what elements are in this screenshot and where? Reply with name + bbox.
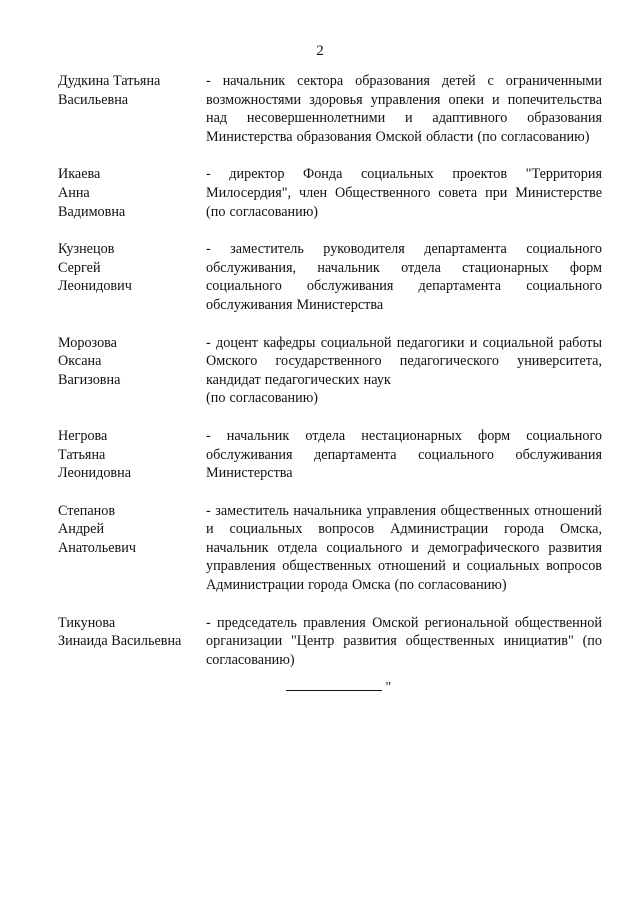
member-name-line: Морозова — [58, 334, 117, 351]
member-name-line: Татьяна — [58, 446, 106, 463]
member-entry — [58, 614, 604, 670]
member-list — [58, 72, 604, 688]
member-name-line: Леонидович — [58, 278, 132, 295]
member-name-line: Дудкина Татьяна — [58, 73, 161, 89]
member-name-line: Зинаида Васильевна — [58, 633, 182, 650]
closing-quote-mark: " — [385, 680, 392, 695]
member-role: - доцент кафедры социальной педагогики и социальной работы Омского государственного педагогического университета, кандидат педагогических наук — [206, 334, 602, 388]
member-name — [58, 614, 206, 670]
member-name — [58, 72, 206, 146]
member-role: - заместитель начальника управления общественных отношений и социальных вопросов Администрации города Омска, начальник отдела социального и демографического развития управления общественных отношений и социальных вопросов Администрации города Омска (по согласованию) — [206, 502, 602, 594]
member-entry — [58, 334, 604, 408]
member-name-line: Васильевна — [58, 91, 129, 108]
member-name-line: Икаева — [58, 166, 101, 183]
member-name — [58, 334, 206, 408]
member-name-line: Степанов — [58, 502, 116, 519]
member-name — [58, 427, 206, 483]
member-entry — [58, 165, 604, 221]
member-name — [58, 240, 206, 314]
member-name-line: Андрей — [58, 521, 105, 538]
member-name-line: Сергей — [58, 259, 101, 276]
closing-line — [286, 676, 391, 697]
member-name-line: Анатольевич — [58, 539, 136, 556]
member-entry — [58, 240, 604, 314]
member-role: - председатель правления Омской региональной общественной организации "Центр развития общественных инициатив" (по согласованию) — [206, 614, 602, 668]
member-name-line: Кузнецов — [58, 241, 115, 258]
member-name-line: Негрова — [58, 427, 108, 444]
member-entry — [58, 502, 604, 595]
member-role: - директор Фонда социальных проектов "Территория Милосердия", член Общественного совета при Министерстве (по согласованию) — [206, 166, 602, 220]
member-name — [58, 502, 206, 595]
member-role: - начальник сектора образования детей с ограниченными возможностями здоровья управления опеки и попечительства над несовершеннолетними и адаптивного образования Министерства образования Омской области (по согласованию) — [206, 73, 602, 145]
member-entry — [58, 427, 604, 483]
member-name-line: Вагизовна — [58, 371, 121, 388]
member-role: - заместитель руководителя департамента социального обслуживания, начальник отдела стационарных форм социального обслуживания департамента социального обслуживания Министерства — [206, 241, 602, 313]
member-name-line: Леонидовна — [58, 465, 132, 482]
page-number: 2 — [316, 43, 324, 59]
closing-rule — [286, 676, 382, 691]
member-name-line: Вадимовна — [58, 203, 126, 220]
member-name-line: Тикунова — [58, 614, 116, 631]
member-entry — [58, 72, 604, 146]
member-role: - начальник отдела нестационарных форм социального обслуживания департамента социального обслуживания Министерства — [206, 427, 602, 482]
member-name-line: Анна — [58, 184, 90, 201]
member-name — [58, 165, 206, 221]
member-role-block — [206, 334, 602, 408]
member-name-line: Оксана — [58, 353, 102, 370]
member-role-note: (по согласованию) — [206, 390, 319, 407]
